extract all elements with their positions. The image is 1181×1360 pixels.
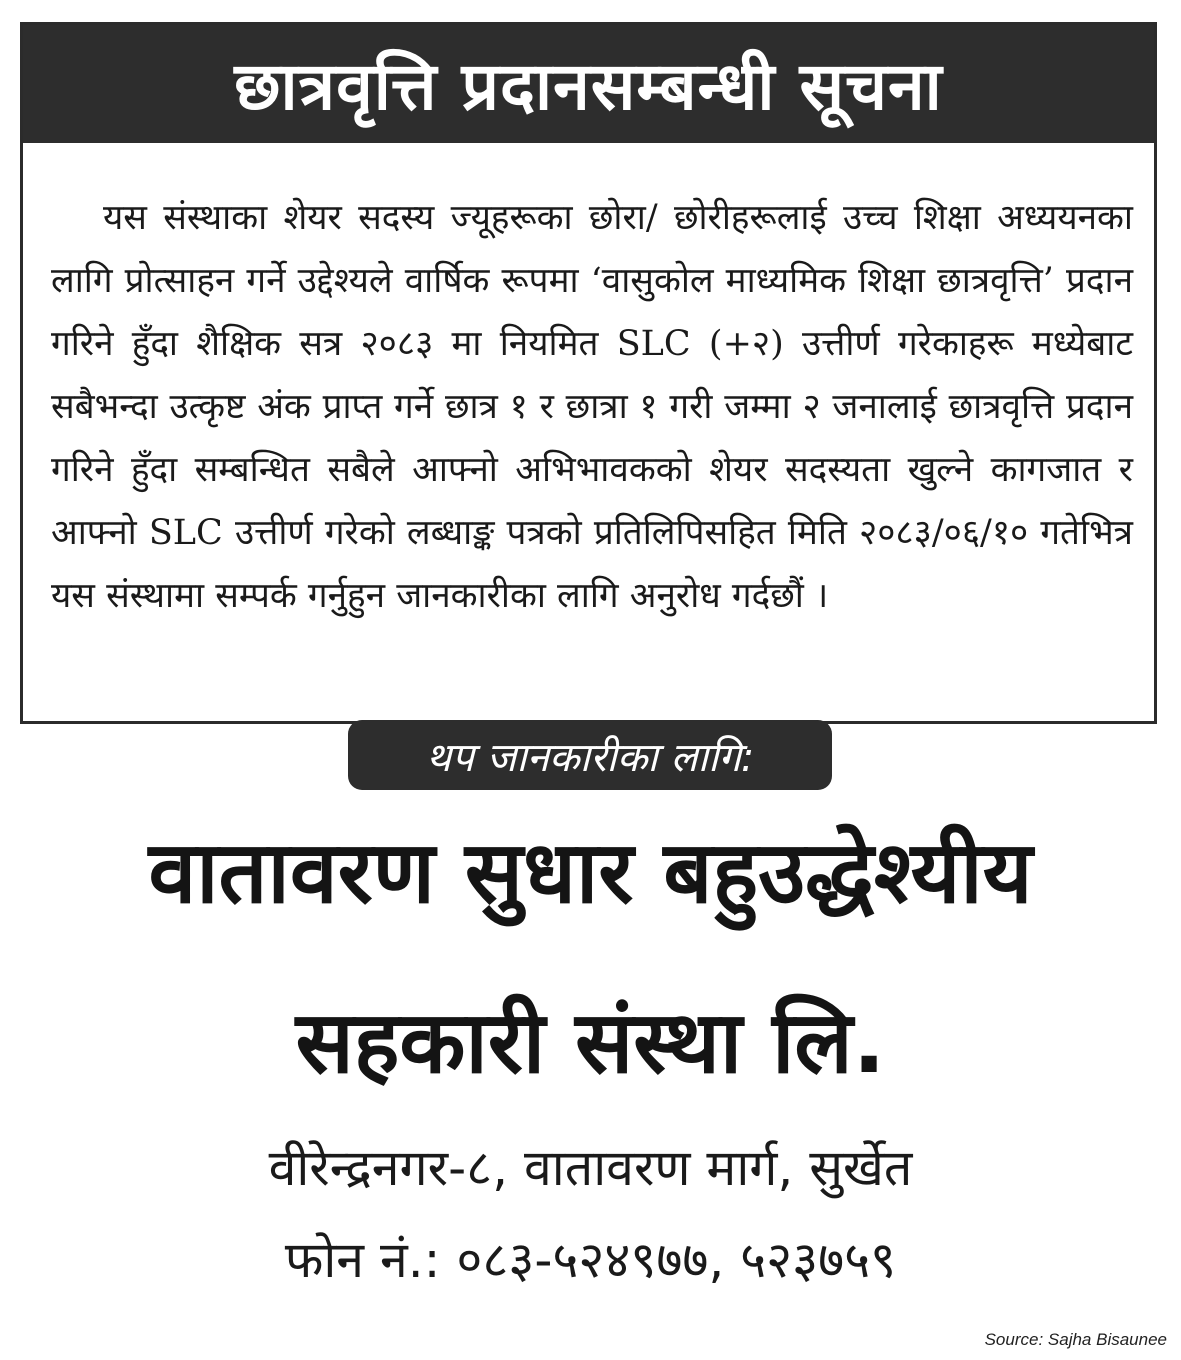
notice-title-bar xyxy=(23,25,1154,143)
more-info-badge xyxy=(348,720,832,790)
notice-title: छात्रवृत्ति प्रदानसम्बन्धी सूचना xyxy=(234,48,943,125)
organization-address: वीरेन्द्रनगर-८, वातावरण मार्ग, सुर्खेत xyxy=(268,1139,913,1197)
organization-name-line-2: सहकारी संस्था लि. xyxy=(295,993,886,1093)
notice-body: यस संस्थाका शेयर सदस्य ज्यूहरूका छोरा/ छोरीहरूलाई उच्च शिक्षा अध्ययनका लागि प्रोत्साहन गर्ने उद्देश्यले वार्षिक रूपमा ‘वासुकोल माध्यमिक शिक्षा छात्रवृत्ति’ प्रदान गरिने हुँदा शैक्षिक सत्र २०८३ मा नियमित SLC (+२) उत्तीर्ण गरेकाहरू मध्येबाट सबैभन्दा उत्कृष्ट अंक प्राप्त गर्ने छात्र १ र छात्रा १ गरी जम्मा २ जनालाई छात्रवृत्ति प्रदान गरिने हुँदा सम्बन्धित सबैले आफ्नो अभिभावकको शेयर सदस्यता खुल्ने कागजात र आफ्नो SLC उत्तीर्ण गरेको लब्धाङ्क पत्रको प्रतिलिपिसहित मिति २०८३/०६/१० गतेभित्र यस संस्थामा सम्पर्क गर्नुहुन जानकारीका लागि अनुरोध गर्दछौं । xyxy=(51,198,1133,616)
organization-name-line-1: वातावरण सुधार बहुउद्धेश्यीय xyxy=(148,823,1033,923)
source-credit: Source: Sajha Bisaunee xyxy=(984,1330,1167,1349)
notice-box xyxy=(20,22,1157,724)
organization-phone: फोन नं.: ०८३-५२४९७७, ५२३७५९ xyxy=(284,1231,897,1289)
more-info-label: थप जानकारीका लागि: xyxy=(425,734,755,781)
